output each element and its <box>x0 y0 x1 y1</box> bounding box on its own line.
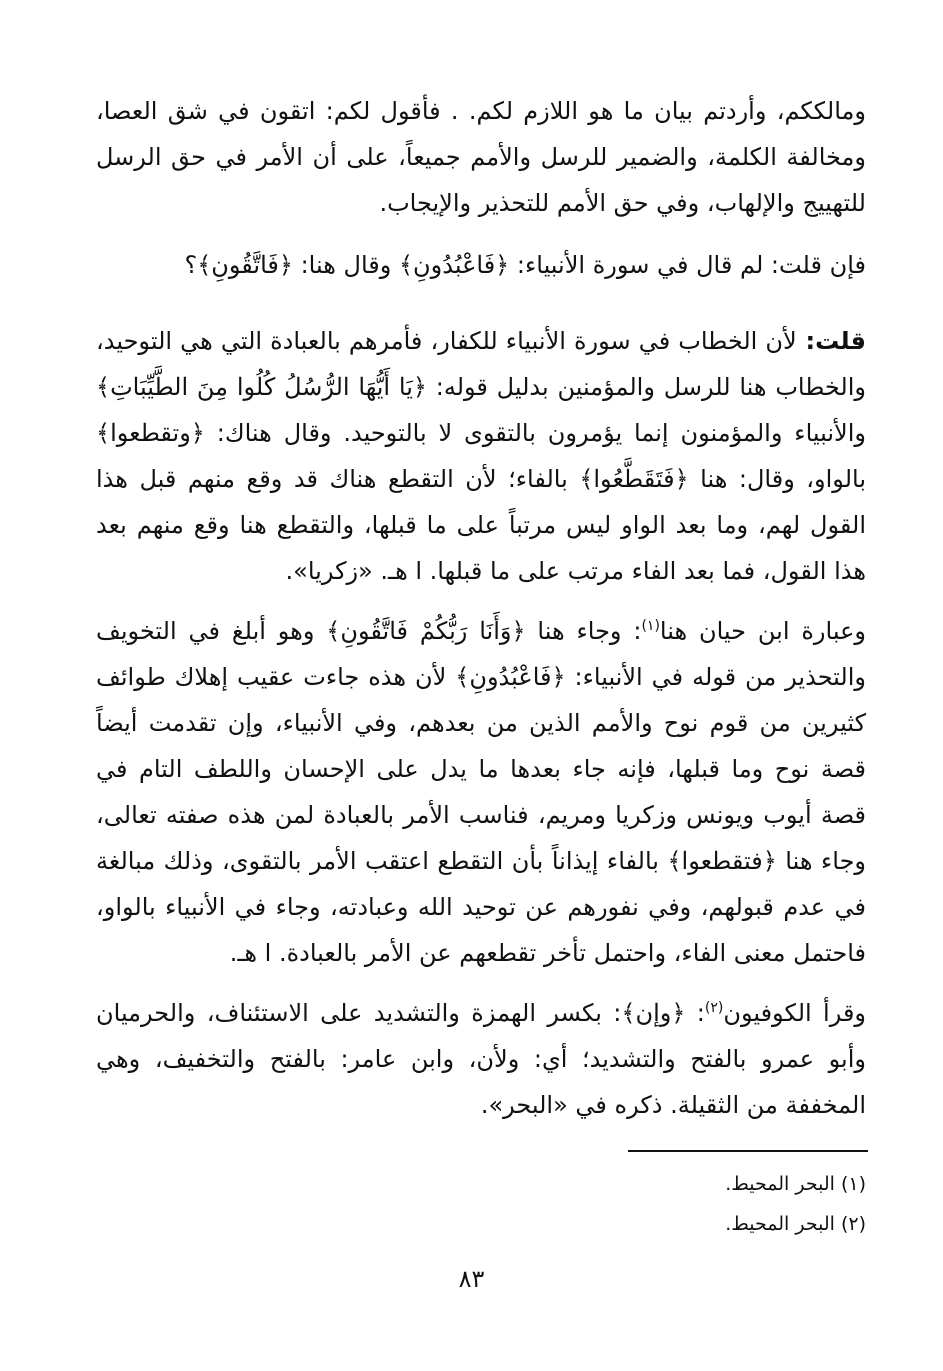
quran-quote: ﴿فتقطعوا﴾ <box>667 847 777 875</box>
paragraph-4-text-d: لأن هذه جاءت عقيب إهلاك طوائف كثيرين من قوم نوح والأمم الذين من بعدهم، وفي الأنبياء، وإن تقدمت أيضاً قصة نوح وما قبلها، فإنه جاء بعدها ما يدل على الإحسان واللطف التام في قصة أيوب ويونس وزكريا ومريم، فناسب الأمر بالعبادة لمن هذه صفته تعالى، وجاء هنا <box>96 663 866 875</box>
quran-quote: ﴿فَاعْبُدُونِ﴾ <box>398 251 510 279</box>
quran-quote: ﴿وإن﴾ <box>621 999 686 1027</box>
footnote-ref-1: (١) <box>641 618 660 634</box>
footnote-1: (١) البحر المحيط. <box>725 1173 866 1195</box>
paragraph-2 <box>96 242 866 288</box>
paragraph-5-text-b: : <box>685 999 705 1027</box>
qultu-lead: قلت: <box>796 327 867 355</box>
page-number: ٨٣ <box>458 1265 485 1293</box>
quran-quote: ﴿يَا أَيُّهَا الرُّسُلُ كُلُوا مِنَ الطَّيِّبَاتِ﴾ <box>96 373 427 401</box>
paragraph-3-text-a: لأن الخطاب في سورة الأنبياء للكفار، فأمرهم بالعبادة التي هي التوحيد، والخطاب هنا للرسل والمؤمنين بدليل قوله: <box>96 327 866 401</box>
paragraph-4 <box>96 608 866 976</box>
footnote-2: (٢) البحر المحيط. <box>725 1213 866 1235</box>
paragraph-1 <box>96 88 866 226</box>
paragraph-3-text-d: بالفاء؛ لأن التقطع هناك قد وقع منهم قبل هذا القول لهم، وما بعد الواو ليس مرتباً على ما قبلها، والتقطع هنا وقع منهم بعد هذا القول، فما بعد الفاء مرتب على ما قبلها. ا هـ. «زكريا». <box>96 465 866 585</box>
footnote-divider <box>628 1150 868 1152</box>
footnotes <box>500 1164 866 1244</box>
paragraph-2-text-c: ؟ <box>184 251 198 279</box>
paragraph-2-text-a: فإن قلت: لم قال في سورة الأنبياء: <box>509 251 866 279</box>
quran-quote: ﴿فَتَقَطَّعُوا﴾ <box>579 465 689 493</box>
paragraph-4-text-c: وهو أبلغ في التخويف والتحذير من قوله في الأنبياء: <box>96 617 866 691</box>
paragraph-3 <box>96 318 866 594</box>
paragraph-3-text-b: والأنبياء والمؤمنون إنما يؤمرون بالتقوى لا بالتوحيد. وقال هناك: <box>204 419 866 447</box>
quran-quote: ﴿وتقطعوا﴾ <box>96 419 205 447</box>
quran-quote: ﴿فَاتَّقُونِ﴾ <box>197 251 293 279</box>
paragraph-5-text-a: وقرأ الكوفيون <box>723 999 867 1027</box>
paragraph-5 <box>96 990 866 1128</box>
paragraph-4-text-b: : وجاء هنا <box>525 617 642 645</box>
paragraph-3-text-c: بالواو، وقال: هنا <box>688 465 867 493</box>
paragraph-4-text-a: وعبارة ابن حيان هنا <box>659 617 866 645</box>
quran-quote: ﴿وَأَنَا رَبُّكُمْ فَاتَّقُونِ﴾ <box>326 617 526 645</box>
quran-quote: ﴿فَاعْبُدُونِ﴾ <box>455 663 566 691</box>
paragraph-5-text-c: : بكسر الهمزة والتشديد على الاستئناف، والحرميان وأبو عمرو بالفتح والتشديد؛ أي: ولأن، وابن عامر: بالفتح والتخفيف، وهي المخففة من الثقيلة. ذكره في «البحر». <box>96 999 866 1119</box>
paragraph-2-text-b: وقال هنا: <box>292 251 399 279</box>
footnote-ref-2: (٢) <box>704 1000 724 1016</box>
paragraph-4-text-e: بالفاء إيذاناً بأن التقطع اعتقب الأمر بالتقوى، وذلك مبالغة في عدم قبولهم، وفي نفورهم عن توحيد الله وعبادته، وجاء في الأنبياء بالواو، فاحتمل معنى الفاء، واحتمل تأخر تقطعهم عن الأمر بالعبادة. ا هـ. <box>96 847 866 967</box>
paragraph-1-text: ومالككم، وأردتم بيان ما هو اللازم لكم. . فأقول لكم: اتقون في شق العصا، ومخالفة الكلمة، والضمير للرسل والأمم جميعاً، على أن الأمر في حق الرسل للتهييج والإلهاب، وفي حق الأمم للتحذير والإيجاب. <box>96 97 866 217</box>
